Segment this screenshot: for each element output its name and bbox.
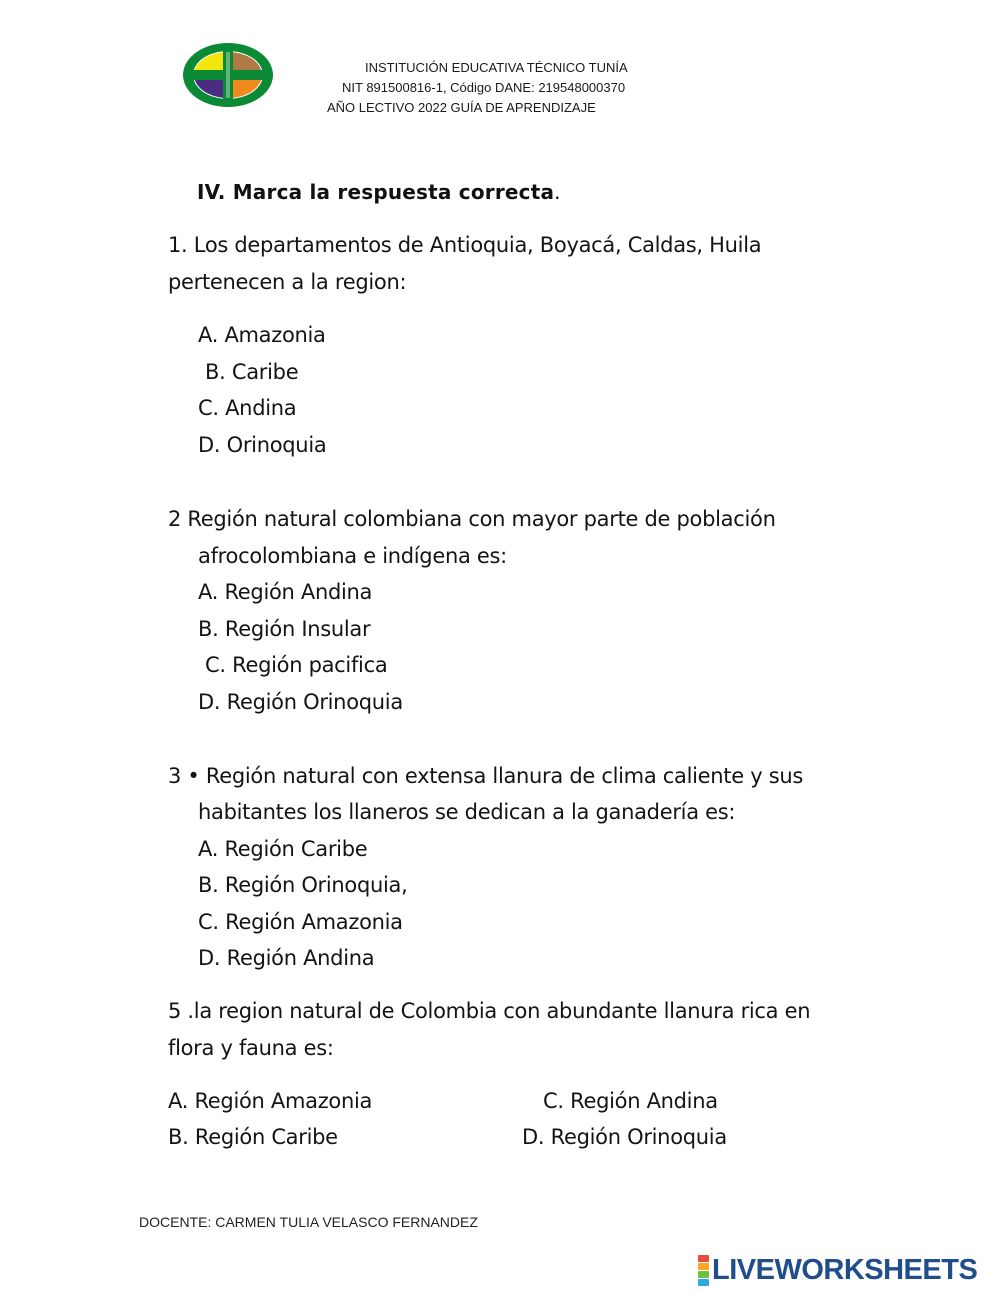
question-3-option-c[interactable]: C. Región Amazonia: [198, 910, 403, 934]
question-1-option-c[interactable]: C. Andina: [198, 396, 297, 420]
question-5-option-a[interactable]: A. Región Amazonia: [168, 1089, 373, 1113]
liveworksheets-brand-text: LIVEWORKSHEETS: [712, 1254, 978, 1286]
section-title: IV. Marca la respuesta correcta.: [197, 180, 561, 204]
question-2-option-b[interactable]: B. Región Insular: [198, 617, 371, 641]
question-2-option-c[interactable]: C. Región pacifica: [205, 653, 388, 677]
header-nit: NIT 891500816-1, Código DANE: 219548000370: [342, 80, 626, 95]
question-5-text-line1: 5 .la region natural de Colombia con abundante llanura rica en: [168, 999, 811, 1023]
question-1-option-a[interactable]: A. Amazonia: [198, 323, 326, 347]
liveworksheets-watermark: [698, 1254, 977, 1287]
question-3-option-d[interactable]: D. Región Andina: [198, 946, 375, 970]
question-3-option-b[interactable]: B. Región Orinoquia,: [198, 873, 408, 897]
question-2-option-a[interactable]: A. Región Andina: [198, 580, 373, 604]
liveworksheets-blocks-icon: [698, 1255, 709, 1286]
question-1-text-line2: pertenecen a la region:: [168, 270, 407, 294]
school-crest-logo: [180, 40, 276, 110]
teacher-name: DOCENTE: CARMEN TULIA VELASCO FERNANDEZ: [139, 1214, 478, 1230]
question-2-text-line2: afrocolombiana e indígena es:: [198, 544, 507, 568]
question-5-option-d[interactable]: D. Región Orinoquia: [522, 1125, 727, 1149]
question-2-option-d[interactable]: D. Región Orinoquia: [198, 690, 403, 714]
question-3-option-a[interactable]: A. Región Caribe: [198, 837, 368, 861]
question-2-text-line1: 2 Región natural colombiana con mayor parte de población: [168, 507, 776, 531]
question-1-text-line1: 1. Los departamentos de Antioquia, Boyacá, Caldas, Huila: [168, 233, 762, 257]
question-1-option-b[interactable]: B. Caribe: [205, 360, 299, 384]
question-5-text-line2: flora y fauna es:: [168, 1036, 334, 1060]
question-3-text-line2: habitantes los llaneros se dedican a la ganadería es:: [198, 800, 736, 824]
question-5-option-b[interactable]: B. Región Caribe: [168, 1125, 338, 1149]
header-year-guide: AÑO LECTIVO 2022 GUÍA DE APRENDIZAJE: [327, 100, 596, 115]
header-institution: INSTITUCIÓN EDUCATIVA TÉCNICO TUNÍA: [365, 60, 628, 75]
question-5-option-c[interactable]: C. Región Andina: [543, 1089, 718, 1113]
question-1-option-d[interactable]: D. Orinoquia: [198, 433, 327, 457]
question-3-text-line1: 3 • Región natural con extensa llanura de clima caliente y sus: [168, 764, 804, 788]
